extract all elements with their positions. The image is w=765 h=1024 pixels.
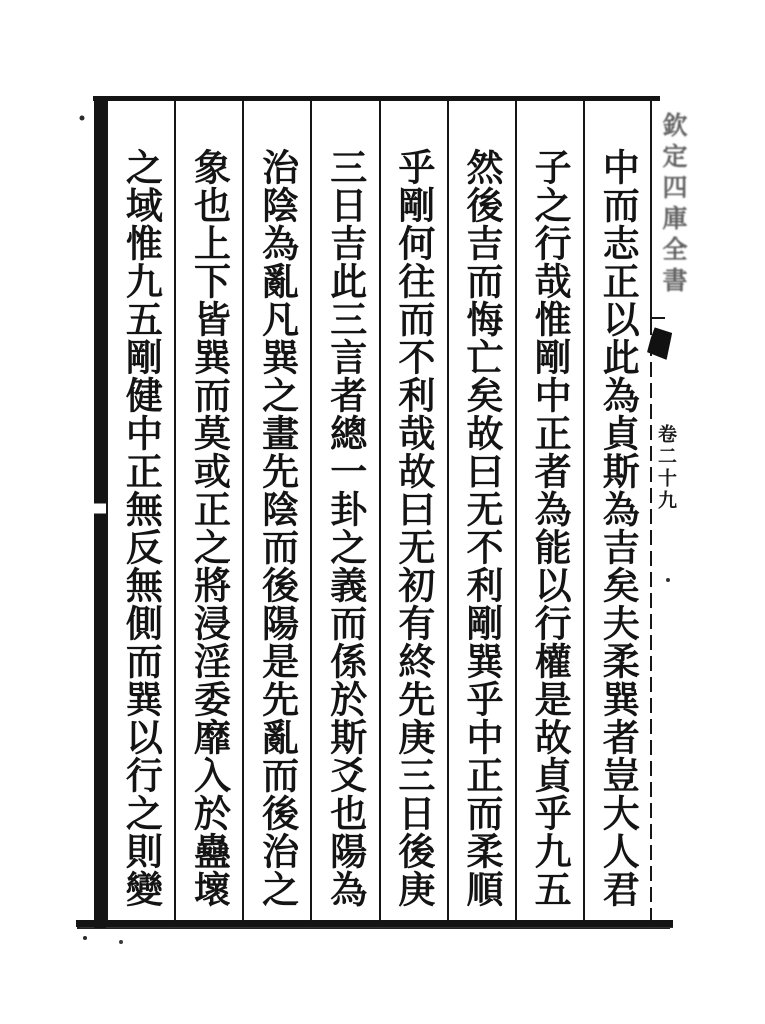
text-column-5 xyxy=(310,101,378,921)
text-column-8 xyxy=(106,101,174,921)
column-2-text: 子之行哉惟剛中正者為能以行權是故貞乎九五 xyxy=(528,148,573,908)
header-bracket-tick xyxy=(650,317,665,319)
column-3-text: 然後吉而悔亡矣故曰无不利剛巽乎中正而柔順 xyxy=(460,148,505,908)
text-column-4 xyxy=(379,101,447,921)
text-column-2 xyxy=(515,101,583,921)
column-6-text: 治陰為亂凡巽之畫先陰而後陽是先亂而後治之 xyxy=(255,148,300,908)
column-7-text: 象也上下皆巽而莫或正之將浸淫委靡入於蠱壞 xyxy=(187,148,232,908)
text-column-6 xyxy=(242,101,310,921)
frame-bottom-border xyxy=(76,920,673,927)
text-column-1 xyxy=(583,101,651,921)
column-4-text: 乎剛何往而不利哉故曰无初有終先庚三日後庚 xyxy=(391,148,436,908)
column-8-text: 之域惟九五剛健中正無反無側而巽以行之則變 xyxy=(119,148,164,908)
collection-title: 欽定四庫全書 xyxy=(659,112,688,298)
scan-speckles xyxy=(0,0,2,2)
column-5-text: 三日吉此三言者總一卦之義而係於斯爻也陽為 xyxy=(323,148,368,908)
frame-left-border xyxy=(94,96,106,928)
text-frame xyxy=(106,101,651,921)
text-column-3 xyxy=(447,101,515,921)
column-1-text: 中而志正以此為貞斯為吉矣夫柔巽者豈大人君 xyxy=(596,148,641,908)
text-column-7 xyxy=(174,101,242,921)
volume-number: 卷二十九 xyxy=(655,424,677,512)
